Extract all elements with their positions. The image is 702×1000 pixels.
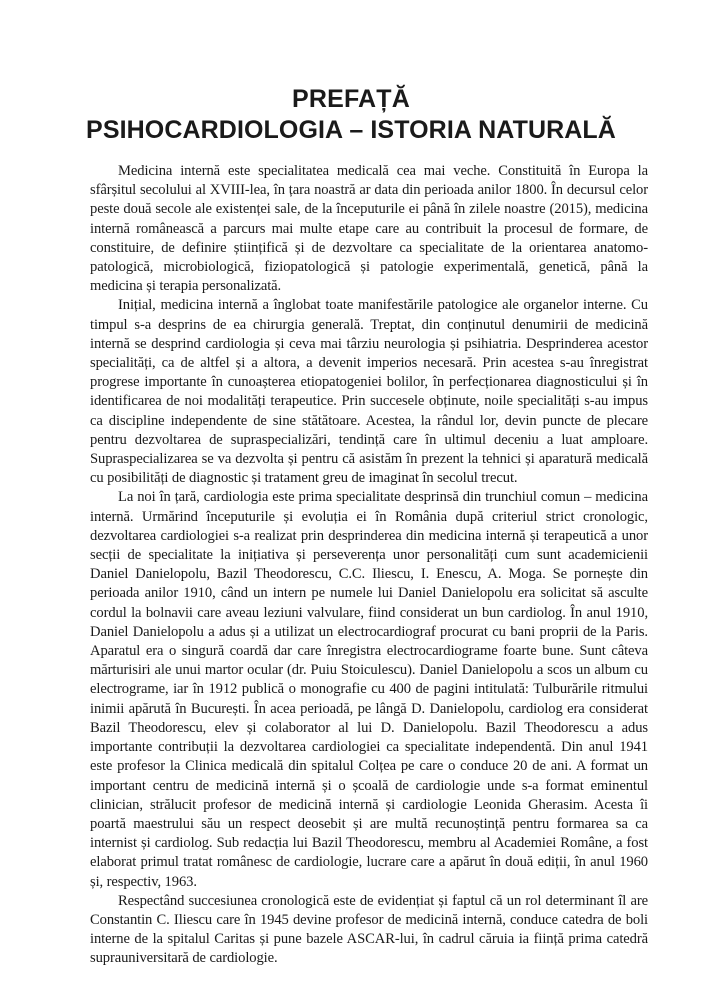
paragraph: Respectând succesiunea cronologică este de evidențiat și faptul că un rol determinant îl are Constantin C. Iliescu care în 1945 devine profesor de medicină internă, conduce catedra de boli interne de la spitalul Caritas și pune bazele ASCAR-lui, în cadrul căruia ia ființă prima catedră suprauniversitară de cardiologie. (90, 892, 648, 967)
title-subtitle: PSIHOCARDIOLOGIA – ISTORIA NATURALĂ (86, 116, 616, 144)
paragraph: La noi în țară, cardiologia este prima specialitate desprinsă din trunchiul comun – medicina internă. Urmărind începuturile și evoluția ei în România după criteriul strict cronologic, dezvoltarea cardiologiei s-a realizat prin desprinderea din medicina internă și terapeutică a unor secții de specialitate la inițiativa și perseverența unor personalități cum sunt academicienii Daniel Danielopolu, Bazil Theodorescu, C.C. Iliescu, I. Enescu, A. Moga. Se pornește din perioada anilor 1910, când un intern pe numele lui Daniel Danielopolu era solicitat să asculte cordul la bolnavii care aveau leziuni valvulare, fiind considerat un bun cardiolog. În anul 1910, Daniel Danielopolu a adus și a utilizat un electrocardiograf procurat cu bani proprii de la Paris. Aparatul era o singură coardă dar care înregistra electrocardiograme foarte bune. Sunt câteva mărturisiri ale unui martor ocular (dr. Puiu Stoiculescu). Daniel Danielopolu a scos un album cu electrograme, iar în 1912 publică o monografie cu 400 de pagini intitulată: Tulburările ritmului inimii apărută în București. În acea perioadă, pe lângă D. Danielopolu, cardiolog era considerat Bazil Theodorescu, elev și colaborator al lui D. Danielopolu. Bazil Theodorescu a adus importante contribuții la dezvoltarea cardiologiei ca specialitate independentă. Din anul 1941 este profesor la Clinica medicală din spitalul Colțea pe care o conduce 20 de ani. A format un important centru de medicină internă și o școală de cardiologie unde s-a format eminentul clinician, strălucit profesor de medicină internă și cardiologie Leonida Gherasim. Acesta îi poartă maestrului său un respect deosebit și are multă recunoștință pentru formarea sa ca internist și cardiolog. Sub redacția lui Bazil Theodorescu, membru al Academiei Române, a fost elaborat primul tratat românesc de cardiologie, lucrare care a apărut în două ediții, în anul 1960 și, respectiv, 1963. (90, 489, 648, 890)
title-preface: PREFAȚĂ (291, 85, 411, 113)
page-title (0, 84, 702, 146)
paragraph: Medicina internă este specialitatea medicală cea mai veche. Constituită în Europa la sfârșitul secolului al XVIII-lea, în țara noastră ar data din perioada anilor 1800. În decursul celor peste două secole ale existenței sale, de la începuturile ei până în zilele noastre (2015), medicina internă românească a parcurs mai multe etape care au contribuit la procesul de formare, de constituire, de definire științifică și de dezvoltare ca specialitate de la orientarea anatomo-patologică, microbiologică, fiziopatologică și patologie experimentală, genetică, până la medicina și terapia personalizată. (90, 163, 648, 295)
paragraph: Inițial, medicina internă a înglobat toate manifestările patologice ale organelor interne. Cu timpul s-a desprins de ea chirurgia generală. Treptat, din conținutul denumirii de medicină internă se desprind cardiologia și ceva mai târziu neurologia și psihiatria. Desprinderea acestor specialități, ca de altfel și a altora, a devenit imperios necesară. Prin acestea s-au înregistrat progrese importante în cunoașterea etiopatogeniei bolilor, în perfecționarea diagnosticului și în identificarea de noi modalități terapeutice. Prin succesele obținute, noile specialități s-au impus ca discipline independente de sine stătătoare. Acestea, la rândul lor, devin puncte de plecare pentru dezvoltarea de supraspecializări, tendință care în ultimul deceniu a luat amploare. Supraspecializarea se va dezvolta și pentru că asistăm în prezent la tehnici și aparatură medicală cu posibilități de diagnostic și tratament greu de imaginat în secolul trecut. (90, 297, 648, 487)
body-text (90, 162, 648, 969)
